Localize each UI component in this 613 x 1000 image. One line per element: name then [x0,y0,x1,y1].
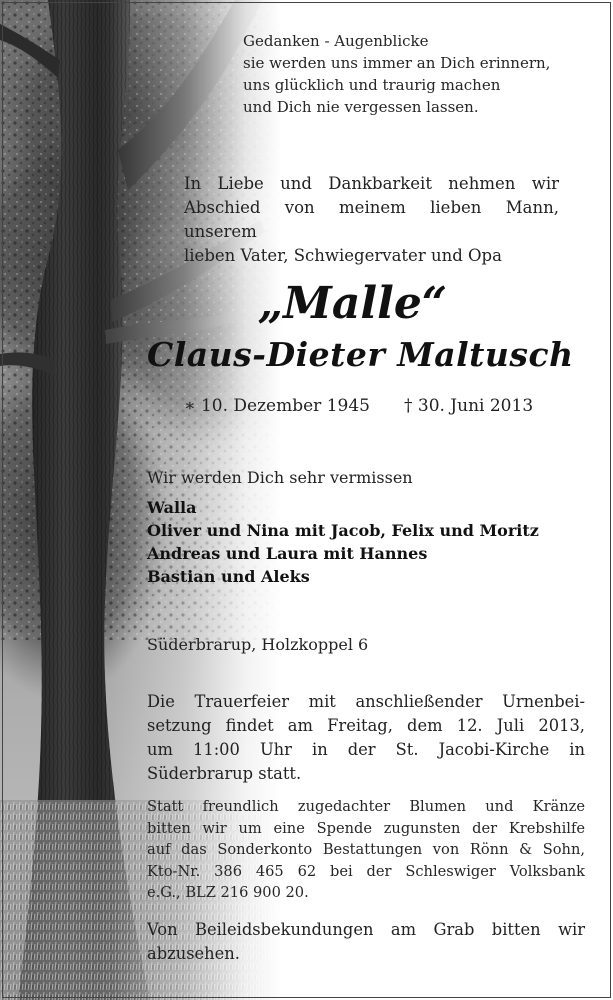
poem [243,30,550,118]
mourner-name: Bastian und Aleks [147,567,310,586]
intro-line: In Liebe und Dankbarkeit nehmen wir [184,174,559,193]
mourner-name: Walla [147,498,197,517]
poem-line: und Dich nie vergessen lassen. [243,98,479,116]
intro-text [184,172,559,268]
condolence-line: abzusehen. [147,944,240,963]
deceased-full-name: Claus-Dieter Maltusch [147,335,574,374]
funeral-line: um 11:00 Uhr in der St. Jacobi-Kirche in [147,740,585,759]
funeral-line: Süderbrarup statt. [147,764,302,783]
donation-line: auf das Sonderkonto Bestattungen von Rönn & Sohn, [147,841,585,859]
mourner-name: Andreas und Laura mit Hannes [147,544,428,563]
funeral-line: setzung findet am Freitag, dem 12. Juli 2013, [147,716,585,735]
mourners-intro: Wir werden Dich sehr vermissen [147,468,413,487]
mourners-list [147,496,539,588]
donation-line: Statt freundlich zugedachter Blumen und Kränze [147,798,585,815]
birth-date: ∗ 10. Dezember 1945 [184,396,370,416]
condolence-note [147,918,585,966]
funeral-info [147,690,585,786]
condolence-line: Von Beileidsbekundungen am Grab bitten wir [147,920,585,939]
donation-info [147,796,585,904]
donation-line: e.G., BLZ 216 900 20. [147,884,309,902]
funeral-line: Die Trauerfeier mit anschließender Urnenbei- [147,692,585,711]
poem-line: Gedanken - Augenblicke [243,32,429,50]
address: Süderbrarup, Holzkoppel 6 [147,635,369,654]
poem-line: sie werden uns immer an Dich erinnern, [243,54,551,72]
poem-line: uns glücklich und traurig machen [243,76,501,94]
mourner-name: Oliver und Nina mit Jacob, Felix und Moritz [147,521,539,540]
deceased-nickname: „Malle“ [257,278,448,329]
life-dates [184,394,533,418]
intro-line: lieben Vater, Schwiegervater und Opa [184,246,502,265]
death-date: † 30. Juni 2013 [403,396,534,416]
intro-line: Abschied von meinem lieben Mann, unserem [184,198,559,241]
donation-line: bitten wir um eine Spende zugunsten der Krebshilfe [147,819,585,837]
donation-line: Kto-Nr. 386 465 62 bei der Schleswiger Volksbank [147,862,585,880]
